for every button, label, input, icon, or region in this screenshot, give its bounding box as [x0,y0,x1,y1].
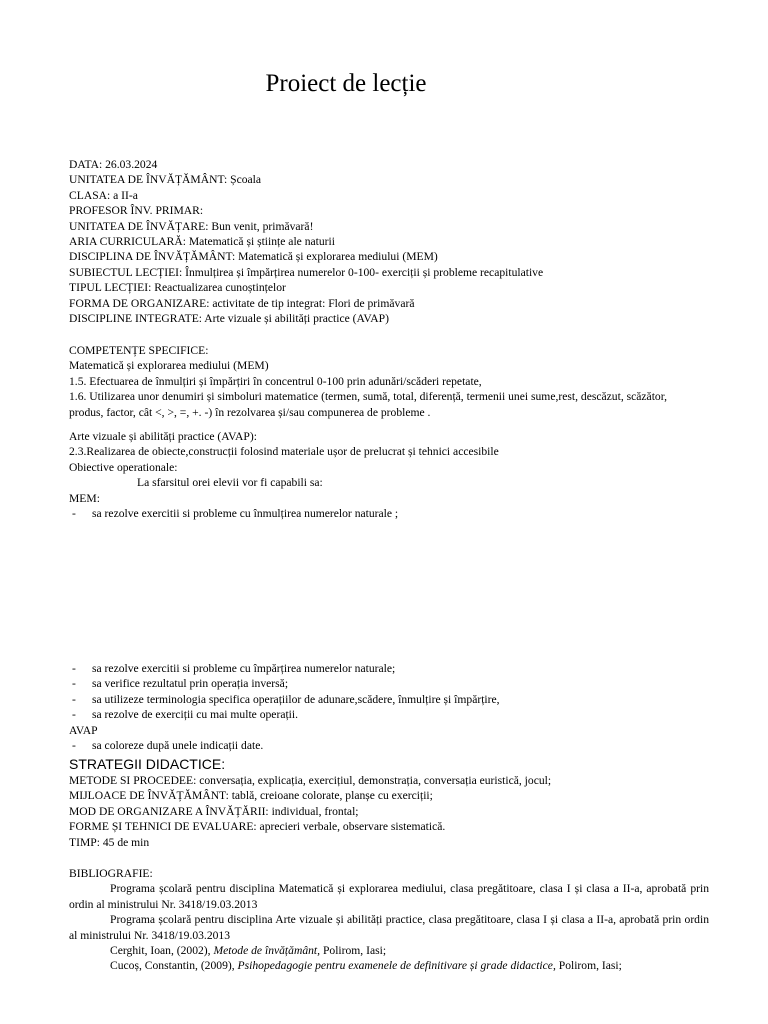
bibliography-program-avap: Programa școlară pentru disciplina Arte vizuale și abilități practice, clasa pregătitoare, clasa I și clasa a II-a, aprobată prin ordin al ministrului Nr. 3418/19.03.2013 [69,913,709,942]
objectives-intro: La sfarsitul orei elevii vor fi capabili sa: [137,476,323,490]
avap-section [69,429,709,521]
header-line-teacher: PROFESOR ÎNV. PRIMAR: [69,204,204,218]
strategy-organization: MOD DE ORGANIZARE A ÎNVĂȚĂRII: individual, frontal; [69,804,359,818]
strategies-section [69,756,709,850]
bibliography-section [69,866,709,974]
strategies-heading: STRATEGII DIDACTICE: [69,756,226,772]
bibliography-heading: BIBLIOGRAFIE: [69,867,153,880]
header-line-type: TIPUL LECȚIEI: Reactualizarea cunoștințelor [69,281,286,295]
avap-label: AVAP [69,723,98,737]
objective-mem-item: - sa rezolve de exerciții cu mai multe operații. [72,708,299,722]
competence-1-6-a: 1.6. Utilizarea unor denumiri și simboluri matematice (termen, sumă, total, diferență, termenii unei sume,rest, descăzut, scăzător, [69,390,668,404]
header-line-class: CLASA: a II-a [69,188,138,202]
bibliography-ref-cerghit: Cerghit, Ioan, (2002), Metode de învățământ, Polirom, Iasi; [110,944,387,958]
objective-mem-item: - sa verifice rezultatul prin operația inversă; [72,677,289,691]
mem-label: MEM: [69,491,100,505]
document-title: Proiect de lecție [265,70,427,97]
bibliography-ref-cucos: Cucoș, Constantin, (2009), Psihopedagogie pentru examenele de definitivare și grade didactice, Polirom, Iasi; [110,959,622,973]
strategy-time: TIMP: 45 de min [69,835,150,849]
competences-heading: COMPETENȚE SPECIFICE: [69,344,209,357]
competence-2-3: 2.3.Realizarea de obiecte,construcții folosind materiale ușor de prelucrat și tehnici accesibile [69,445,499,459]
mem-title: Matematică și explorarea mediului (MEM) [69,359,269,373]
lesson-header [69,157,709,326]
header-line-date: DATA: 26.03.2024 [69,158,158,171]
objective-mem-first: - sa rezolve exercitii si probleme cu înmulțirea numerelor naturale ; [72,507,399,521]
strategy-means: MIJLOACE DE ÎNVĂȚĂMÂNT: tablă, creioane colorate, planșe cu exerciții; [69,789,433,803]
header-line-subject: SUBIECTUL LECȚIEI: Înmulțirea și împărțirea numerelor 0-100- exerciții și probleme recapitulative [69,265,544,279]
objectives-continued [69,661,709,753]
avap-title: Arte vizuale și abilități practice (AVAP): [69,430,257,443]
objective-avap-item: - sa coloreze după unele indicații date. [72,739,264,753]
competences-section [69,343,709,420]
strategy-methods: METODE SI PROCEDEE: conversația, explicația, exercițiul, demonstrația, conversația euristică, jocul; [69,774,552,787]
header-line-area: ARIA CURRICULARĂ: Matematică și științe ale naturii [69,235,335,249]
header-line-integrated: DISCIPLINE INTEGRATE: Arte vizuale și abilități practice (AVAP) [69,312,389,326]
objective-mem-item: - sa rezolve exercitii si probleme cu împărțirea numerelor naturale; [72,662,396,675]
competence-1-6-b: produs, factor, cât <, >, =, +. -) în rezolvarea și/sau compunerea de probleme . [69,405,431,419]
header-line-discipline: DISCIPLINA DE ÎNVĂȚĂMÂNT: Matematică și explorarea mediului (MEM) [69,250,438,264]
bibliography-program-mem: Programa școlară pentru disciplina Matematică și explorarea mediului, clasa pregătitoare, clasa I și clasa a II-a, aprobată prin ordin al ministrului Nr. 3418/19.03.2013 [69,882,709,911]
strategy-evaluation: FORME ȘI TEHNICI DE EVALUARE: aprecieri verbale, observare sistematică. [69,820,446,834]
header-line-school: UNITATEA DE ÎNVĂȚĂMÂNT: Școala [69,173,262,187]
header-line-unit: UNITATEA DE ÎNVĂȚARE: Bun venit, primăvară! [69,219,314,233]
competence-1-5: 1.5. Efectuarea de înmulțiri și împărțiri în concentrul 0-100 prin adunări/scăderi repetate, [69,374,482,388]
objective-mem-item: - sa utilizeze terminologia specifica operațiilor de adunare,scădere, înmulțire și împărțire, [72,692,500,706]
header-line-form: FORMA DE ORGANIZARE: activitate de tip integrat: Flori de primăvară [69,296,415,310]
objectives-heading: Obiective operationale: [69,460,178,474]
